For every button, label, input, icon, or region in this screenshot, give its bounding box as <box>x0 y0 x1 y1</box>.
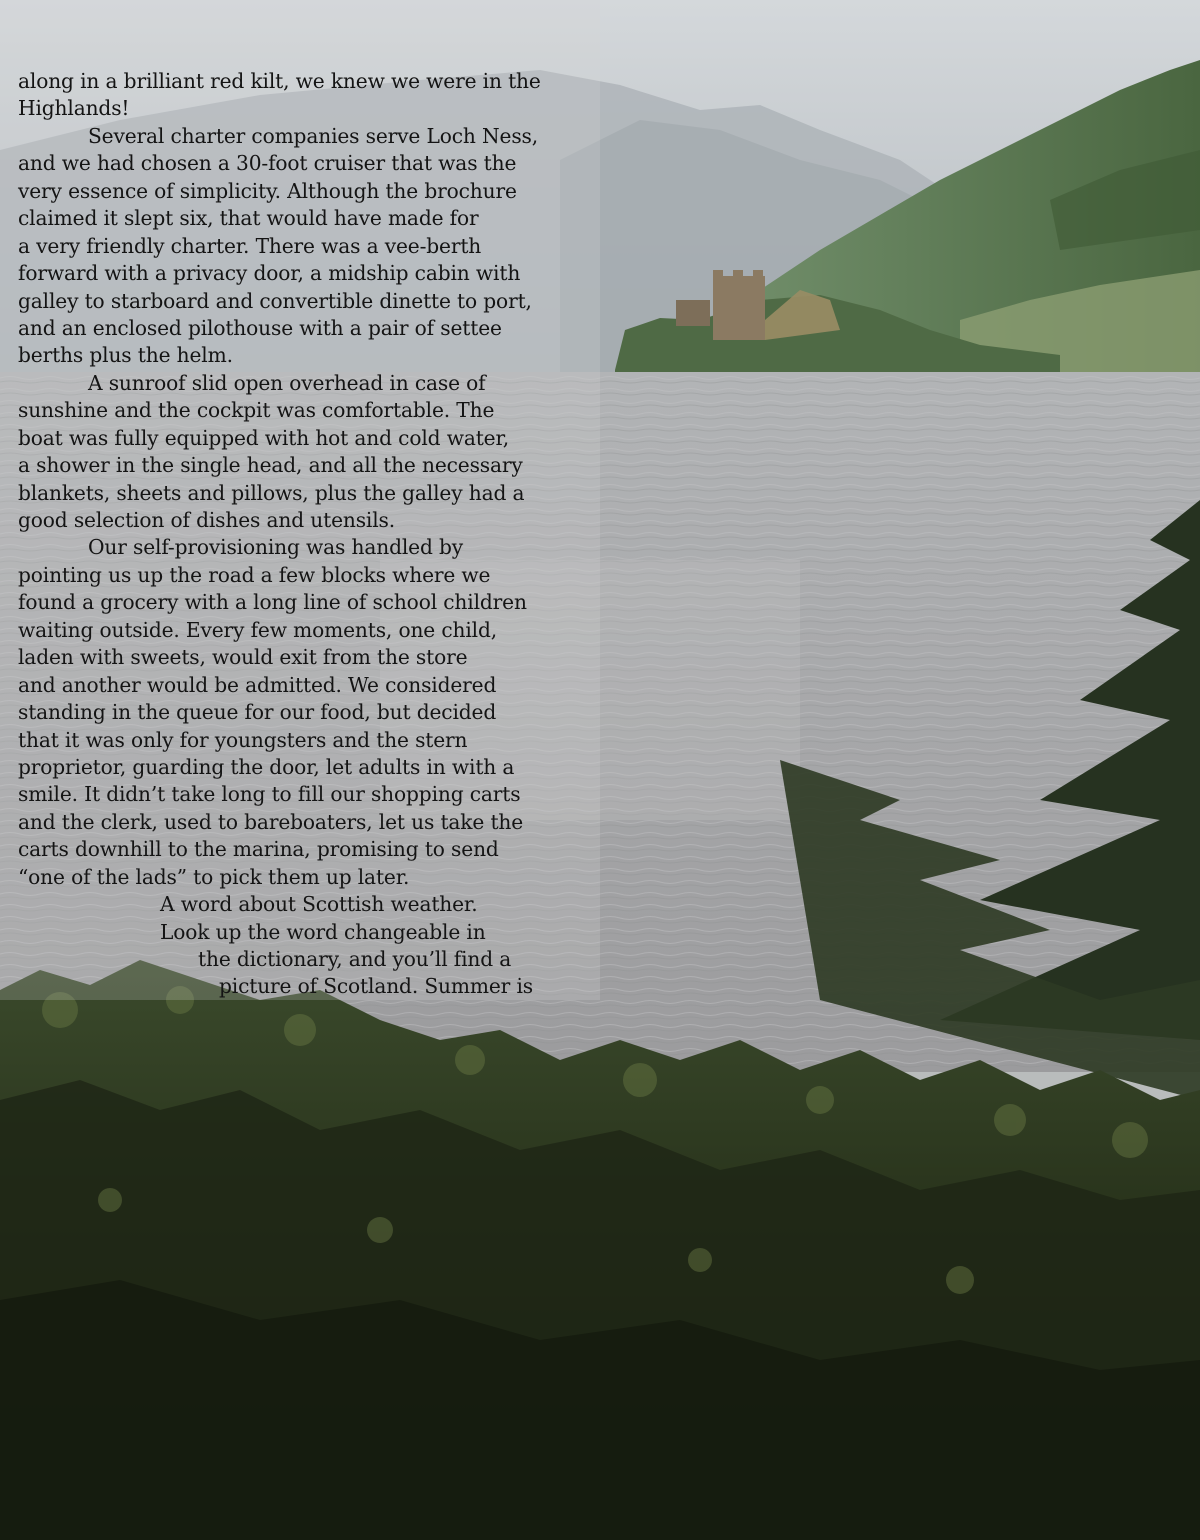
article-line: galley to starboard and convertible dinette to port, <box>18 288 532 313</box>
article-line: and we had chosen a 30-foot cruiser that was the <box>18 151 517 176</box>
article-line: very essence of simplicity. Although the brochure <box>18 178 517 203</box>
article-line: Several charter companies serve Loch Ness, <box>88 123 539 148</box>
article-line: standing in the queue for our food, but decided <box>18 700 497 725</box>
article-line: proprietor, guarding the door, let adults in with a <box>18 754 515 779</box>
article-line: a very friendly charter. There was a vee-berth <box>18 233 482 258</box>
article-line: Highlands! <box>18 96 130 121</box>
article-text-column <box>18 68 563 1001</box>
article-line: laden with sweets, would exit from the store <box>18 645 468 670</box>
article-line: forward with a privacy door, a midship cabin with <box>18 261 521 286</box>
article-line: the dictionary, and you’ll find a <box>198 947 512 971</box>
article-line: berths plus the helm. <box>18 343 233 368</box>
article-line: sunshine and the cockpit was comfortable. The <box>18 398 495 423</box>
article-line: boat was fully equipped with hot and cold water, <box>18 425 510 450</box>
article-line: blankets, sheets and pillows, plus the galley had a <box>18 480 525 505</box>
article-line: A word about Scottish weather. <box>160 892 478 917</box>
article-line: claimed it slept six, that would have made for <box>18 206 479 231</box>
article-line: Look up the word changeable in <box>160 919 486 944</box>
article-line: smile. It didn’t take long to fill our shopping carts <box>18 782 521 807</box>
article-line: carts downhill to the marina, promising to send <box>18 837 499 862</box>
article-line: found a grocery with a long line of school children <box>18 590 527 615</box>
article-line: picture of Scotland. Summer is <box>219 974 533 999</box>
article-line: that it was only for youngsters and the stern <box>18 727 468 752</box>
article-line: and an enclosed pilothouse with a pair of settee <box>18 315 502 340</box>
article-line: and the clerk, used to bareboaters, let us take the <box>18 809 524 834</box>
article-line: A sunroof slid open overhead in case of <box>88 370 486 395</box>
article-line: waiting outside. Every few moments, one child, <box>18 617 498 642</box>
article-line: “one of the lads” to pick them up later. <box>18 864 410 889</box>
article-line: Our self-provisioning was handled by <box>88 535 464 560</box>
article-line: a shower in the single head, and all the necessary <box>18 453 523 478</box>
article-line: and another would be admitted. We considered <box>18 672 497 697</box>
article-line: pointing us up the road a few blocks where we <box>18 562 491 587</box>
article-line: along in a brilliant red kilt, we knew we were in the <box>18 69 541 93</box>
article-line: good selection of dishes and utensils. <box>18 508 396 532</box>
